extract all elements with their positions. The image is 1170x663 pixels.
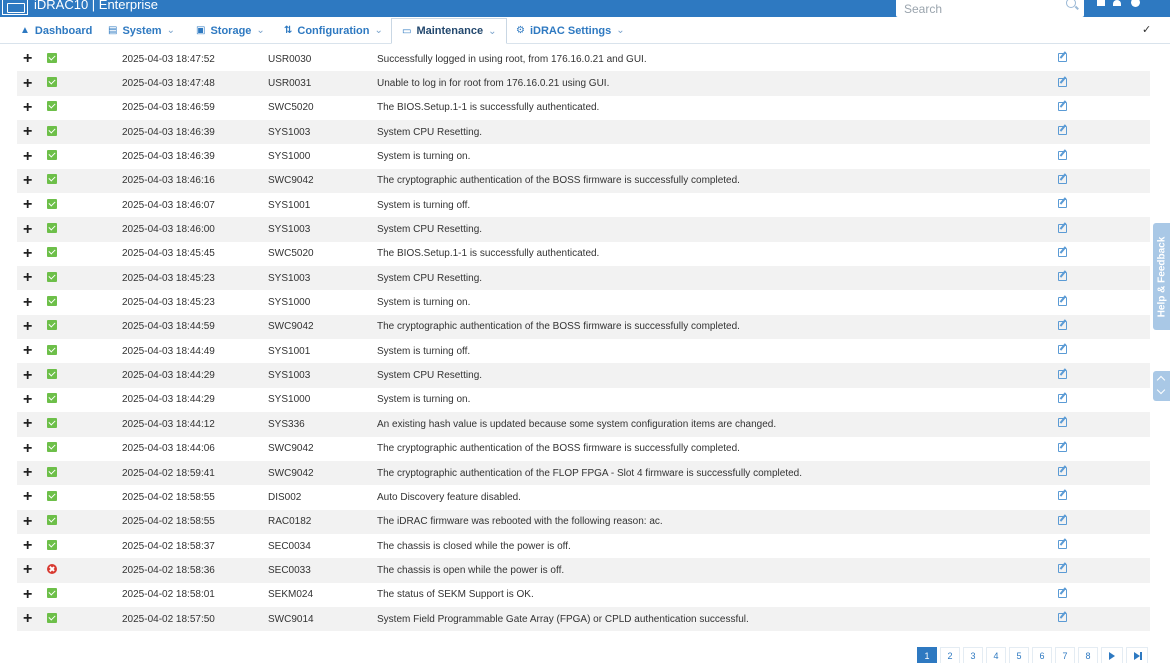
message-id-cell: SWC5020 xyxy=(268,102,314,114)
date-time-cell: 2025-04-02 18:58:36 xyxy=(122,564,215,576)
message-id-cell: SYS1001 xyxy=(268,345,311,357)
date-time-cell: 2025-04-03 18:46:39 xyxy=(122,126,215,138)
date-time-cell: 2025-04-02 18:58:01 xyxy=(122,589,215,601)
nav-dashboard-label: Dashboard xyxy=(34,24,93,37)
expand-row-icon[interactable]: + xyxy=(23,269,33,287)
message-id-cell: SYS1000 xyxy=(268,394,311,406)
nav-dashboard[interactable] xyxy=(20,17,92,44)
expand-row-icon[interactable]: + xyxy=(23,74,33,92)
edit-comment-icon[interactable] xyxy=(1058,102,1067,111)
ok-status-icon xyxy=(47,223,57,233)
search-input[interactable] xyxy=(896,0,1061,17)
edit-comment-icon[interactable] xyxy=(1058,467,1067,476)
expand-row-icon[interactable]: + xyxy=(23,244,33,262)
expand-row-icon[interactable]: + xyxy=(23,147,33,165)
nav-system-label: System xyxy=(122,24,162,37)
table-row[interactable] xyxy=(17,169,1150,193)
app-title: iDRAC10 | Enterprise xyxy=(34,0,159,12)
severity-cell xyxy=(37,315,122,339)
edit-comment-icon[interactable] xyxy=(1058,589,1067,598)
table-row[interactable] xyxy=(17,193,1150,217)
date-time-cell: 2025-04-03 18:47:48 xyxy=(122,78,215,90)
description-cell: The cryptographic authentication of the BOSS firmware is successfully completed. xyxy=(377,175,740,187)
edit-comment-icon[interactable] xyxy=(1058,175,1067,184)
next-page-button[interactable] xyxy=(1101,647,1123,663)
severity-cell xyxy=(37,242,122,266)
table-row[interactable] xyxy=(17,485,1150,509)
chevron-down-icon: ⌄ xyxy=(616,25,625,36)
date-time-cell: 2025-04-03 18:46:39 xyxy=(122,151,215,163)
message-id-cell: SYS1003 xyxy=(268,126,311,138)
date-time-cell: 2025-04-03 18:45:23 xyxy=(122,272,215,284)
message-id-cell: SWC9014 xyxy=(268,613,314,625)
description-cell: The cryptographic authentication of the BOSS firmware is successfully completed. xyxy=(377,443,740,455)
sliders-icon: ⇅ xyxy=(284,25,293,36)
ok-status-icon xyxy=(47,53,57,63)
severity-cell xyxy=(37,510,122,534)
database-icon: ▣ xyxy=(196,25,206,36)
edit-comment-icon[interactable] xyxy=(1058,126,1067,135)
edit-comment-icon[interactable] xyxy=(1058,516,1067,525)
edit-comment-icon[interactable] xyxy=(1058,613,1067,622)
chevron-down-icon[interactable] xyxy=(1157,386,1165,394)
ok-status-icon xyxy=(47,247,57,257)
ok-status-icon xyxy=(47,320,57,330)
ok-status-icon xyxy=(47,345,57,355)
table-row[interactable] xyxy=(17,47,1150,71)
date-time-cell: 2025-04-03 18:44:29 xyxy=(122,394,215,406)
alerts-icon[interactable] xyxy=(1097,0,1105,6)
description-cell: System Field Programmable Gate Array (FPGA) or CPLD authentication successful. xyxy=(377,613,749,625)
expand-row-icon[interactable]: + xyxy=(23,390,33,408)
top-bar xyxy=(0,0,1170,17)
comment-cell xyxy=(1058,217,1150,241)
expand-row-icon[interactable]: + xyxy=(23,610,33,628)
page-button-5[interactable]: 5 xyxy=(1009,647,1029,663)
search-icon[interactable] xyxy=(1066,0,1076,8)
ok-status-icon xyxy=(47,418,57,428)
expand-row-icon[interactable]: + xyxy=(23,98,33,116)
description-cell: The BIOS.Setup.1-1 is successfully authenticated. xyxy=(377,248,600,260)
message-id-cell: SWC9042 xyxy=(268,443,314,455)
date-time-cell: 2025-04-02 18:59:41 xyxy=(122,467,215,479)
message-id-cell: SWC5020 xyxy=(268,248,314,260)
description-cell: The chassis is closed while the power is off. xyxy=(377,540,571,552)
skip-last-icon xyxy=(1134,652,1140,660)
edit-comment-icon[interactable] xyxy=(1058,53,1067,62)
expand-row-icon[interactable]: + xyxy=(23,561,33,579)
date-time-cell: 2025-04-03 18:45:23 xyxy=(122,297,215,309)
message-id-cell: RAC0182 xyxy=(268,516,312,528)
severity-cell xyxy=(37,96,122,120)
search-box[interactable] xyxy=(896,0,1084,17)
ok-status-icon xyxy=(47,613,57,623)
table-row[interactable] xyxy=(17,120,1150,144)
edit-comment-icon[interactable] xyxy=(1058,272,1067,281)
severity-cell xyxy=(37,461,122,485)
edit-comment-icon[interactable] xyxy=(1058,370,1067,379)
description-cell: System is turning off. xyxy=(377,199,471,211)
expand-row-icon[interactable]: + xyxy=(23,585,33,603)
description-cell: The cryptographic authentication of the FLOP FPGA - Slot 4 firmware is successfully completed. xyxy=(377,467,803,479)
date-time-cell: 2025-04-03 18:46:00 xyxy=(122,224,215,236)
comment-cell xyxy=(1058,412,1150,436)
expand-row-icon[interactable]: + xyxy=(23,488,33,506)
ok-status-icon xyxy=(47,126,57,136)
main-nav xyxy=(0,17,1170,44)
server-icon: ▤ xyxy=(108,25,118,36)
chevron-down-icon: ⌄ xyxy=(488,25,497,37)
date-time-cell: 2025-04-03 18:44:12 xyxy=(122,418,215,430)
severity-cell xyxy=(37,169,122,193)
severity-cell xyxy=(37,534,122,558)
ok-status-icon xyxy=(47,393,57,403)
description-cell: System is turning on. xyxy=(377,151,471,163)
comment-cell xyxy=(1058,242,1150,266)
comment-cell xyxy=(1058,144,1150,168)
message-id-cell: USR0030 xyxy=(268,53,312,65)
edit-comment-icon[interactable] xyxy=(1058,297,1067,306)
comment-cell xyxy=(1058,266,1150,290)
date-time-cell: 2025-04-03 18:44:49 xyxy=(122,345,215,357)
expand-row-icon[interactable]: + xyxy=(23,366,33,384)
message-id-cell: USR0031 xyxy=(268,78,312,90)
scroll-controls xyxy=(1153,371,1170,401)
message-id-cell: SYS1003 xyxy=(268,272,311,284)
comment-cell xyxy=(1058,388,1150,412)
expand-row-icon[interactable]: + xyxy=(23,317,33,335)
severity-cell xyxy=(37,558,122,582)
table-row[interactable] xyxy=(17,339,1150,363)
description-cell: System is turning on. xyxy=(377,394,471,406)
ok-status-icon xyxy=(47,199,57,209)
home-icon: ▲ xyxy=(20,25,30,36)
table-row[interactable] xyxy=(17,437,1150,461)
lifecycle-log-table xyxy=(17,47,1150,631)
severity-cell xyxy=(37,193,122,217)
edit-comment-icon[interactable] xyxy=(1058,345,1067,354)
message-id-cell: SYS1000 xyxy=(268,151,311,163)
comment-cell xyxy=(1058,47,1150,71)
expand-row-icon[interactable]: + xyxy=(23,171,33,189)
table-row[interactable] xyxy=(17,217,1150,241)
ok-status-icon xyxy=(47,515,57,525)
expand-row-icon[interactable]: + xyxy=(23,123,33,141)
description-cell: System is turning off. xyxy=(377,345,471,357)
ok-status-icon xyxy=(47,272,57,282)
ok-status-icon xyxy=(47,588,57,598)
comment-cell xyxy=(1058,315,1150,339)
comment-cell xyxy=(1058,437,1150,461)
edit-comment-icon[interactable] xyxy=(1058,443,1067,452)
expand-row-icon[interactable]: + xyxy=(23,415,33,433)
edit-comment-icon[interactable] xyxy=(1058,418,1067,427)
table-row[interactable] xyxy=(17,96,1150,120)
edit-comment-icon[interactable] xyxy=(1058,224,1067,233)
message-id-cell: DIS002 xyxy=(268,491,302,503)
date-time-cell: 2025-04-03 18:44:59 xyxy=(122,321,215,333)
message-id-cell: SYS1003 xyxy=(268,224,311,236)
table-row[interactable] xyxy=(17,607,1150,631)
ok-status-icon xyxy=(47,150,57,160)
comment-cell xyxy=(1058,607,1150,631)
table-row[interactable] xyxy=(17,144,1150,168)
comment-cell xyxy=(1058,71,1150,95)
severity-cell xyxy=(37,437,122,461)
date-time-cell: 2025-04-03 18:45:45 xyxy=(122,248,215,260)
message-id-cell: SWC9042 xyxy=(268,467,314,479)
edit-comment-icon[interactable] xyxy=(1058,394,1067,403)
page-button-4[interactable]: 4 xyxy=(986,647,1006,663)
edit-comment-icon[interactable] xyxy=(1058,199,1067,208)
table-row[interactable] xyxy=(17,315,1150,339)
page-button-1[interactable]: 1 xyxy=(917,647,937,663)
page-button-6[interactable]: 6 xyxy=(1032,647,1052,663)
user-icon[interactable] xyxy=(1113,0,1121,6)
severity-cell xyxy=(37,412,122,436)
chevron-down-icon: ⌄ xyxy=(374,25,383,36)
ok-status-icon xyxy=(47,174,57,184)
comment-cell xyxy=(1058,558,1150,582)
edit-comment-icon[interactable] xyxy=(1058,151,1067,160)
description-cell: Unable to log in for root from 176.16.0.21 using GUI. xyxy=(377,78,610,90)
table-row[interactable] xyxy=(17,583,1150,607)
nav-idrac-settings-label: iDRAC Settings xyxy=(529,24,612,37)
severity-cell xyxy=(37,607,122,631)
description-cell: An existing hash value is updated because some system configuration items are changed. xyxy=(377,418,777,430)
chevron-up-icon[interactable] xyxy=(1157,376,1165,384)
date-time-cell: 2025-04-02 18:58:55 xyxy=(122,491,215,503)
description-cell: Auto Discovery feature disabled. xyxy=(377,491,521,503)
expand-row-icon[interactable]: + xyxy=(23,512,33,530)
edit-comment-icon[interactable] xyxy=(1058,540,1067,549)
date-time-cell: 2025-04-03 18:44:06 xyxy=(122,443,215,455)
edit-comment-icon[interactable] xyxy=(1058,248,1067,257)
comment-cell xyxy=(1058,193,1150,217)
description-cell: The status of SEKM Support is OK. xyxy=(377,589,534,601)
severity-cell xyxy=(37,47,122,71)
expand-row-icon[interactable]: + xyxy=(23,464,33,482)
table-row[interactable] xyxy=(17,290,1150,314)
nav-maintenance-label: Maintenance xyxy=(416,25,484,37)
severity-cell xyxy=(37,388,122,412)
description-cell: The chassis is open while the power is off. xyxy=(377,564,565,576)
edit-comment-icon[interactable] xyxy=(1058,491,1067,500)
description-cell: System CPU Resetting. xyxy=(377,272,483,284)
description-cell: System is turning on. xyxy=(377,297,471,309)
idrac-logo-icon xyxy=(2,0,28,15)
last-page-button[interactable] xyxy=(1126,647,1148,663)
comment-cell xyxy=(1058,485,1150,509)
expand-row-icon[interactable]: + xyxy=(23,537,33,555)
message-id-cell: SYS1000 xyxy=(268,297,311,309)
ok-status-icon xyxy=(47,101,57,111)
monitor-icon: ▭ xyxy=(402,25,412,37)
comment-cell xyxy=(1058,339,1150,363)
table-row[interactable] xyxy=(17,412,1150,436)
expand-row-icon[interactable]: + xyxy=(23,439,33,457)
edit-comment-icon[interactable] xyxy=(1058,321,1067,330)
severity-cell xyxy=(37,266,122,290)
date-time-cell: 2025-04-03 18:47:52 xyxy=(122,53,215,65)
severity-cell xyxy=(37,583,122,607)
description-cell: The cryptographic authentication of the BOSS firmware is successfully completed. xyxy=(377,321,740,333)
date-time-cell: 2025-04-03 18:44:29 xyxy=(122,370,215,382)
table-row[interactable] xyxy=(17,363,1150,387)
date-time-cell: 2025-04-03 18:46:59 xyxy=(122,102,215,114)
page-button-8[interactable]: 8 xyxy=(1078,647,1098,663)
help-feedback-label: Help & Feedback xyxy=(1156,236,1167,317)
table-row[interactable] xyxy=(17,242,1150,266)
log-table-body xyxy=(17,47,1150,631)
message-id-cell: SYS1003 xyxy=(268,370,311,382)
message-id-cell: SEKM024 xyxy=(268,589,314,601)
severity-cell xyxy=(37,217,122,241)
expand-row-icon[interactable]: + xyxy=(23,220,33,238)
edit-comment-icon[interactable] xyxy=(1058,564,1067,573)
ok-status-icon xyxy=(47,491,57,501)
severity-cell xyxy=(37,485,122,509)
expand-row-icon[interactable]: + xyxy=(23,342,33,360)
page-button-3[interactable]: 3 xyxy=(963,647,983,663)
edit-comment-icon[interactable] xyxy=(1058,78,1067,87)
comment-cell xyxy=(1058,169,1150,193)
comment-cell xyxy=(1058,534,1150,558)
pin-icon[interactable]: ✓ xyxy=(1142,24,1152,36)
table-row[interactable] xyxy=(17,266,1150,290)
table-row[interactable] xyxy=(17,461,1150,485)
nav-storage[interactable] xyxy=(196,17,265,44)
critical-status-icon xyxy=(47,564,57,574)
nav-idrac-settings[interactable] xyxy=(516,17,625,44)
description-cell: System CPU Resetting. xyxy=(377,370,483,382)
comment-cell xyxy=(1058,120,1150,144)
page-button-7[interactable]: 7 xyxy=(1055,647,1075,663)
table-row[interactable] xyxy=(17,388,1150,412)
play-next-icon xyxy=(1109,652,1115,660)
table-row[interactable] xyxy=(17,510,1150,534)
comment-cell xyxy=(1058,96,1150,120)
date-time-cell: 2025-04-03 18:46:07 xyxy=(122,199,215,211)
expand-row-icon[interactable]: + xyxy=(23,50,33,68)
description-cell: The iDRAC firmware was rebooted with the following reason: ac. xyxy=(377,516,663,528)
ok-status-icon xyxy=(47,296,57,306)
chevron-down-icon: ⌄ xyxy=(166,25,175,36)
severity-cell xyxy=(37,363,122,387)
nav-configuration[interactable] xyxy=(284,17,383,44)
ok-status-icon xyxy=(47,467,57,477)
ok-status-icon xyxy=(47,369,57,379)
message-id-cell: SYS1001 xyxy=(268,199,311,211)
message-id-cell: SYS336 xyxy=(268,418,305,430)
chevron-down-icon: ⌄ xyxy=(256,25,265,36)
expand-row-icon[interactable]: + xyxy=(23,196,33,214)
gears-icon: ⚙ xyxy=(516,25,525,36)
message-id-cell: SWC9042 xyxy=(268,321,314,333)
date-time-cell: 2025-04-02 18:58:37 xyxy=(122,540,215,552)
severity-cell xyxy=(37,339,122,363)
nav-system[interactable] xyxy=(108,17,175,44)
comment-cell xyxy=(1058,510,1150,534)
ok-status-icon xyxy=(47,77,57,87)
description-cell: Successfully logged in using root, from 176.16.0.21 and GUI. xyxy=(377,53,647,65)
message-id-cell: SWC9042 xyxy=(268,175,314,187)
severity-cell xyxy=(37,144,122,168)
date-time-cell: 2025-04-03 18:46:16 xyxy=(122,175,215,187)
date-time-cell: 2025-04-02 18:58:55 xyxy=(122,516,215,528)
table-row[interactable] xyxy=(17,534,1150,558)
ok-status-icon xyxy=(47,442,57,452)
comment-cell xyxy=(1058,290,1150,314)
nav-storage-label: Storage xyxy=(210,24,252,37)
description-cell: System CPU Resetting. xyxy=(377,126,483,138)
help-icon[interactable] xyxy=(1131,0,1140,7)
nav-maintenance[interactable] xyxy=(391,18,507,44)
ok-status-icon xyxy=(47,540,57,550)
table-row[interactable] xyxy=(17,558,1150,582)
description-cell: System CPU Resetting. xyxy=(377,224,483,236)
page-button-2[interactable]: 2 xyxy=(940,647,960,663)
nav-configuration-label: Configuration xyxy=(297,24,370,37)
severity-cell xyxy=(37,71,122,95)
table-row[interactable] xyxy=(17,71,1150,95)
comment-cell xyxy=(1058,583,1150,607)
pagination xyxy=(917,647,1148,663)
expand-row-icon[interactable]: + xyxy=(23,293,33,311)
severity-cell xyxy=(37,120,122,144)
severity-cell xyxy=(37,290,122,314)
date-time-cell: 2025-04-02 18:57:50 xyxy=(122,613,215,625)
message-id-cell: SEC0034 xyxy=(268,540,311,552)
comment-cell xyxy=(1058,363,1150,387)
comment-cell xyxy=(1058,461,1150,485)
help-feedback-tab[interactable] xyxy=(1153,223,1170,330)
description-cell: The BIOS.Setup.1-1 is successfully authenticated. xyxy=(377,102,600,114)
message-id-cell: SEC0033 xyxy=(268,564,311,576)
